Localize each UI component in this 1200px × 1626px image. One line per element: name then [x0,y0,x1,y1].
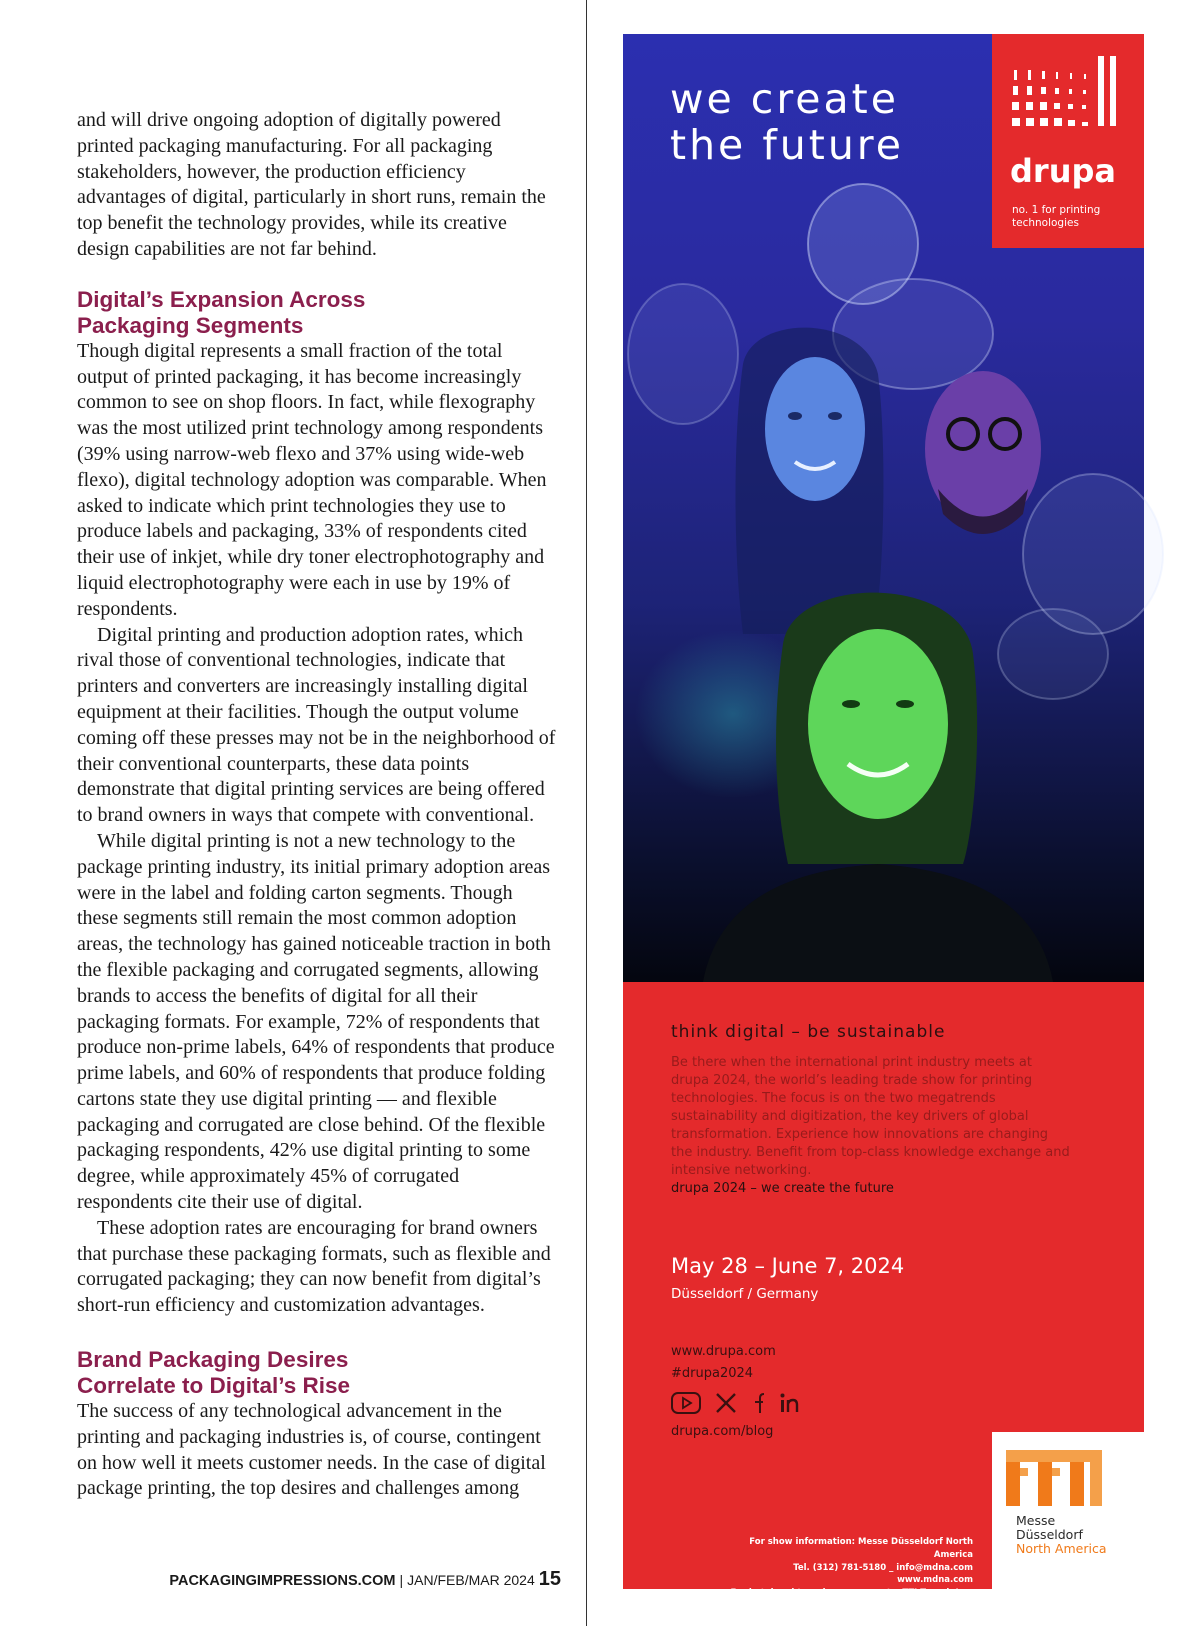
paragraph: While digital printing is not a new technology to the package printing industry, its initial primary adoption areas were in the label and folding carton segments. Though these segments still remain the most common adoption areas, the technology has gained noticeable traction in both the flexible packaging and corrugated segments, allowing brands to access the benefits of digital for all their packaging formats. For example, 72% of respondents that produce non-prime labels, 64% of respondents that produce prime labels, and 60% of respondents that produce folding cartons state they use digital printing — and flexible packaging and corrugated are close behind. Of the flexible packaging respondents, 42% use digital printing to some degree, while approximately 45% of corrugated respondents cite their use of digital. [77,829,555,1214]
contact-line: Tel. (312) 781-5180 _ info@mdna.com [793,1562,973,1573]
intro-paragraph: and will drive ongoing adoption of digitally powered printed packaging manufacturing. For all packaging stakeholders, however, the production efficiency advantages of digital, particularly in short runs, remain the top benefit the technology provides, while its creative design capabilities are not far behind. [77,109,546,260]
mdna-logo [992,1432,1144,1589]
tagline-line: we create [670,75,899,123]
linkedin-icon[interactable] [779,1392,801,1414]
article-column [77,108,557,1502]
hashtag: #drupa2024 [671,1366,754,1381]
contact-line: www.mdna.com [897,1575,973,1586]
heading-brand-packaging [77,1347,557,1399]
mdna-line: North America [1016,1541,1107,1556]
heading-digital-expansion [77,287,557,339]
page-number: 15 [538,1568,561,1590]
mdna-line: Düsseldorf [1016,1527,1083,1542]
drupa-subtitle [1012,204,1132,230]
heading-line: Digital’s Expansion Across [77,286,366,312]
blog-link[interactable]: drupa.com/blog [671,1424,774,1439]
ad-info-panel [623,982,1144,1611]
ad-headline: think digital – be sustainable [671,1022,946,1042]
subtitle-line: technologies [1012,217,1079,229]
mdna-wordmark [1016,1514,1107,1556]
mdna-mark-icon [1006,1450,1106,1512]
contact-info [723,1536,973,1613]
social-links [671,1392,815,1414]
event-dates: May 28 – June 7, 2024 [671,1254,905,1278]
x-icon[interactable] [715,1392,737,1414]
page-footer [165,1568,561,1594]
drupa-wordmark: drupa [1010,152,1116,190]
paragraph: Though digital represents a small fraction of the total output of printed packaging, it has become increasingly common to see on shop floors. In fact, while flexography was the most utilized print technology among respondents (39% using narrow-web flexo and 37% using wide-web flexo), digital technology adoption was comparable. When asked to indicate which print technologies they use to produce labels and packaging, 33% of respondents cited their use of inkjet, while dry toner electrophotography and liquid electrophotography were each in use by 19% of respondents. [77,339,547,620]
heading-line: Brand Packaging Desires [77,1347,349,1373]
contact-line: For show information: Messe Düsseldorf North America [749,1537,973,1560]
event-location: Düsseldorf / Germany [671,1286,819,1302]
drupa-advertisement[interactable] [623,34,1144,1611]
paragraph: The success of any technological advancement in the printing and packaging industries is, of course, contingent on how well it meets customer needs. In the case of digital package printing, the top desires and challenges among [77,1400,546,1500]
ad-photo [623,34,1144,982]
ad-tagline [670,76,970,168]
ad-body-highlight: drupa 2024 – we create the future [671,1181,894,1196]
subtitle-line: no. 1 for printing [1012,204,1101,216]
contact-line: For hotel and travel arrangements: TTI Travel, Inc. [730,1588,973,1599]
mdna-line: Messe [1016,1513,1056,1528]
youtube-icon[interactable] [671,1392,701,1414]
drupa-logo [992,34,1144,248]
tagline-line: the future [670,121,904,169]
column-divider [586,0,587,1626]
ad-body-text: Be there when the international print industry meets at drupa 2024, the world’s leading trade show for printing technologies. The focus is on the two megatrends sustainability and digitization, the key drivers of global transformation. Experience how innovations are changing the industry. Benefit from top-class knowledge exchange and intensive networking. [671,1055,1070,1178]
facebook-icon[interactable] [751,1392,765,1414]
paragraph: Digital printing and production adoption rates, which rival those of conventional technologies, indicate that printers and converters are increasingly installing digital equipment at their facilities. Though the output volume coming off these presses may not be in the neighborhood of their conventional counterparts, these data points demonstrate that digital printing services are being offered to brand owners in ways that compete with conventional. [77,623,556,827]
heading-line: Correlate to Digital’s Rise [77,1373,350,1399]
contact-line: Tel. (866) 674-3476 _ info@ttitravel.net [784,1600,973,1611]
heading-line: Packaging Segments [77,312,304,338]
dot-pattern-icon [1012,56,1124,146]
ad-body [671,1054,1071,1198]
footer-issue: JAN/FEB/MAR 2024 [407,1572,535,1588]
paragraph: These adoption rates are encouraging for brand owners that purchase these packaging formats, such as flexible and corrugated packaging; they can now benefit from digital’s short-run efficiency and customization advantages. [77,1216,551,1317]
footer-site[interactable]: PACKAGINGIMPRESSIONS.COM [169,1573,396,1589]
footer-separator: | [399,1572,404,1588]
website-link[interactable]: www.drupa.com [671,1344,776,1359]
